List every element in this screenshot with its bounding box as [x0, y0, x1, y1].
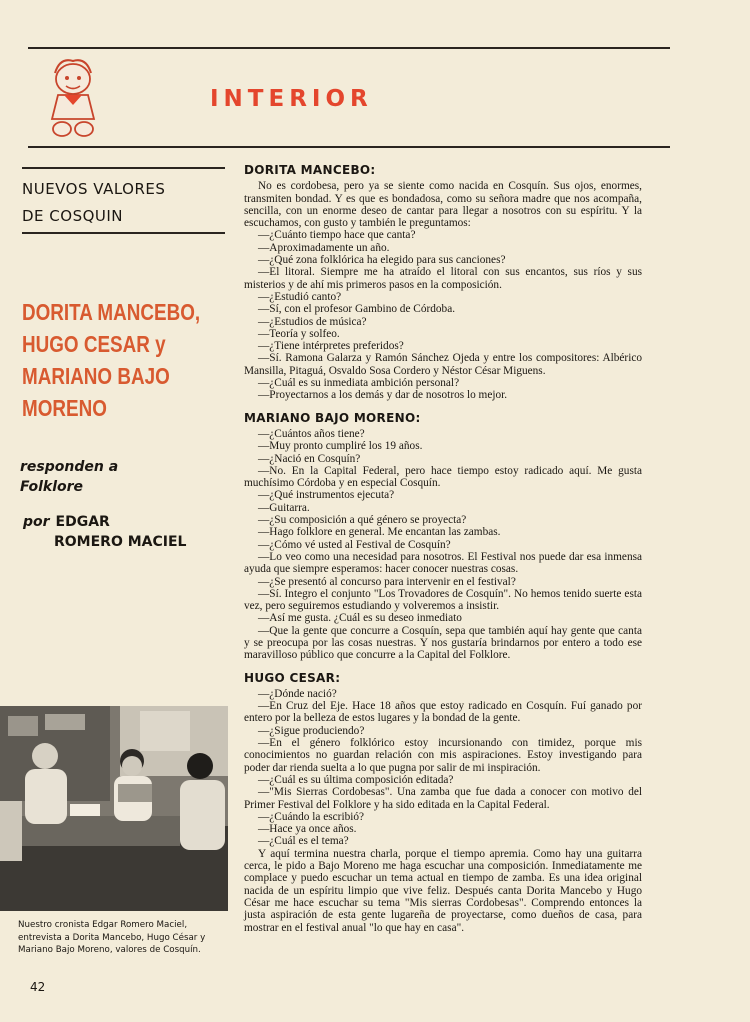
page-number: 42: [30, 980, 46, 994]
paragraph: —¿Tiene intérpretes preferidos?: [258, 340, 404, 353]
subhead-line2: Folklore: [20, 479, 84, 495]
headline-line: MARIANO BAJO: [22, 363, 170, 389]
paragraph: —¿Se presentó al concurso para intervenir en el festival?: [258, 575, 516, 588]
paragraph: —Sí. Ramona Galarza y Ramón Sánchez Ojeda y entre los compositores: Albérico Mansilla, Pitaguá, Osvaldo Sosa Cordero y Néstor César Miguens.: [244, 352, 642, 377]
entry-mariano-bajo-moreno: [244, 412, 642, 662]
paragraph: —¿Sigue produciendo?: [258, 724, 365, 737]
section-title: INTERIOR: [210, 86, 373, 112]
entry-dorita-mancebo: [244, 164, 642, 402]
headline-line: MORENO: [22, 395, 107, 421]
series-title-line1: NUEVOS VALORES: [22, 180, 166, 198]
paragraph: —Muy pronto cumpliré los 19 años.: [258, 440, 423, 453]
paragraph: —¿Qué zona folklórica ha elegido para sus canciones?: [258, 254, 506, 267]
paragraph: —Teoría y solfeo.: [258, 327, 340, 340]
byline-name1: EDGAR: [55, 514, 110, 530]
paragraph: —Que la gente que concurre a Cosquín, sepa que también aquí hay gente que canta y se preocupa por las cosas nuestras. Y nos gustaría brindarnos por entero a todo ese maravilloso público que concurre a la Capital del Folklore.: [244, 624, 642, 662]
paragraph: —Lo veo como una necesidad para nosotros. El Festival nos puede dar esa inmensa ayuda que siempre esperamos: hacer conocer nuestras cosas.: [244, 550, 642, 576]
entry-name: HUGO CESAR:: [244, 670, 341, 685]
paragraph: —Proyectarnos a los demás y dar de nosotros lo mejor.: [258, 389, 508, 402]
series-title-bottom-rule: [22, 232, 225, 234]
interview-photo: [0, 706, 228, 911]
photo-caption: Nuestro cronista Edgar Romero Maciel, entrevista a Dorita Mancebo, Hugo César y Mariano Bajo Moreno, valores de Cosquín.: [18, 920, 206, 955]
article-body: [244, 164, 642, 944]
paragraph: —¿Nació en Cosquín?: [258, 452, 361, 465]
article-subhead: [20, 457, 220, 497]
paragraph: —En Cruz del Eje. Hace 18 años que estoy radicado en Cosquín. Fuí ganado por entero por la belleza de estos lugares y la bondad de la gente.: [244, 700, 642, 725]
paragraph: —Aproximadamente un año.: [258, 241, 390, 254]
paragraph: —Hago folklore en general. Me encantan las zambas.: [258, 526, 501, 539]
paragraph: —¿Dónde nació?: [258, 687, 337, 700]
paragraph: —"Mis Sierras Cordobesas". Una zamba que fue dada a conocer con motivo del Primer Festival del Folklore y ha sido editada en la Capital Federal.: [244, 786, 642, 811]
paragraph: —¿Cuál es su inmediata ambición personal?: [258, 377, 460, 390]
series-title: [22, 176, 227, 230]
top-rule: [28, 47, 670, 49]
paragraph: —El litoral. Siempre me ha atraído el litoral con sus encantos, sus ríos y sus misterios y de ahí mis primeros pasos en la composición.: [244, 266, 642, 291]
paragraph: —¿Qué instrumentos ejecuta?: [258, 489, 395, 502]
paragraph: —¿Cuál es el tema?: [258, 835, 349, 848]
headline-line: HUGO CESAR y: [22, 331, 166, 357]
paragraph: —¿Cuándo la escribió?: [258, 810, 365, 823]
paragraph: —Sí, con el profesor Gambino de Córdoba.: [258, 303, 456, 316]
paragraph: —¿Estudió canto?: [258, 290, 342, 303]
paragraph: —Así me gusta. ¿Cuál es su deseo inmediato: [258, 612, 462, 625]
byline-name2: ROMERO MACIEL: [54, 534, 187, 550]
paragraph: —No. En la Capital Federal, pero hace tiempo estoy radicado aquí. Me gusta muchísimo Córdoba y en especial Cosquín.: [244, 464, 642, 490]
paragraph: —¿Cómo vé usted al Festival de Cosquín?: [258, 538, 451, 551]
mascot-logo: [40, 55, 106, 141]
byline: [23, 512, 233, 552]
header-bottom-rule: [28, 146, 670, 148]
entry-name: DORITA MANCEBO:: [244, 163, 376, 177]
interview-photo-illustration: [0, 706, 228, 911]
paragraph: —Sí. Integro el conjunto "Los Trovadores de Cosquín". No hemos tenido suerte esta vez, pero seguiremos estudiando y volveremos a insistir.: [244, 587, 642, 613]
article-headline: [22, 296, 227, 424]
paragraph: —Guitarra.: [258, 501, 310, 514]
series-title-line2: DE COSQUIN: [22, 207, 124, 225]
paragraph: —Hace ya once años.: [258, 823, 357, 836]
paragraph: Y aquí termina nuestra charla, porque el tiempo apremia. Como hay una guitarra cerca, le pido a Bajo Moreno me haga escuchar una composición. Inmediatamente me complace y puedo escuchar un tema actual en tiempo de zamba. Es una idea original nacida de un espíritu limpio que vive feliz. Después canta Dorita Mancebo y Hugo César me hace escuchar su tema "Mis sierras Cordobesas". Comprendo entonces la justa aspiración de esta gente lugareña de proyectarse, como dueños de casa, para mostrar en el festival anual "lo que hay en casa".: [244, 847, 642, 934]
entry-hugo-cesar: [244, 672, 642, 934]
headline-line: DORITA MANCEBO,: [22, 299, 201, 325]
paragraph: —¿Cuántos años tiene?: [258, 427, 365, 440]
paragraph: No es cordobesa, pero ya se siente como nacida en Cosquín. Sus ojos, enormes, transmiten bondad. Y es que es bondadosa, como su señora madre que nos acompaña, sencilla, con un enorme deseo de cantar para llegar a nosotros con su espíritu. Y la escuchamos, con gusto y también le preguntamos:: [244, 180, 642, 230]
subhead-line1: responden a: [20, 459, 119, 475]
entry-name: MARIANO BAJO MORENO:: [244, 410, 421, 425]
paragraph: —¿Cuánto tiempo hace que canta?: [258, 229, 416, 242]
paragraph: —En el género folklórico estoy incursionando con timidez, porque mis conocimientos no guardan relación con mis aspiraciones. Estoy investigando para poder dar rienda suelta a lo que pugna por salir de mi inspiración.: [244, 737, 642, 774]
paragraph: —¿Estudios de música?: [258, 315, 367, 328]
paragraph: —¿Su composición a qué género se proyecta?: [258, 514, 467, 527]
paragraph: —¿Cuál es su última composición editada?: [258, 773, 454, 786]
series-title-top-rule: [22, 167, 225, 169]
byline-prefix: por: [23, 514, 50, 530]
